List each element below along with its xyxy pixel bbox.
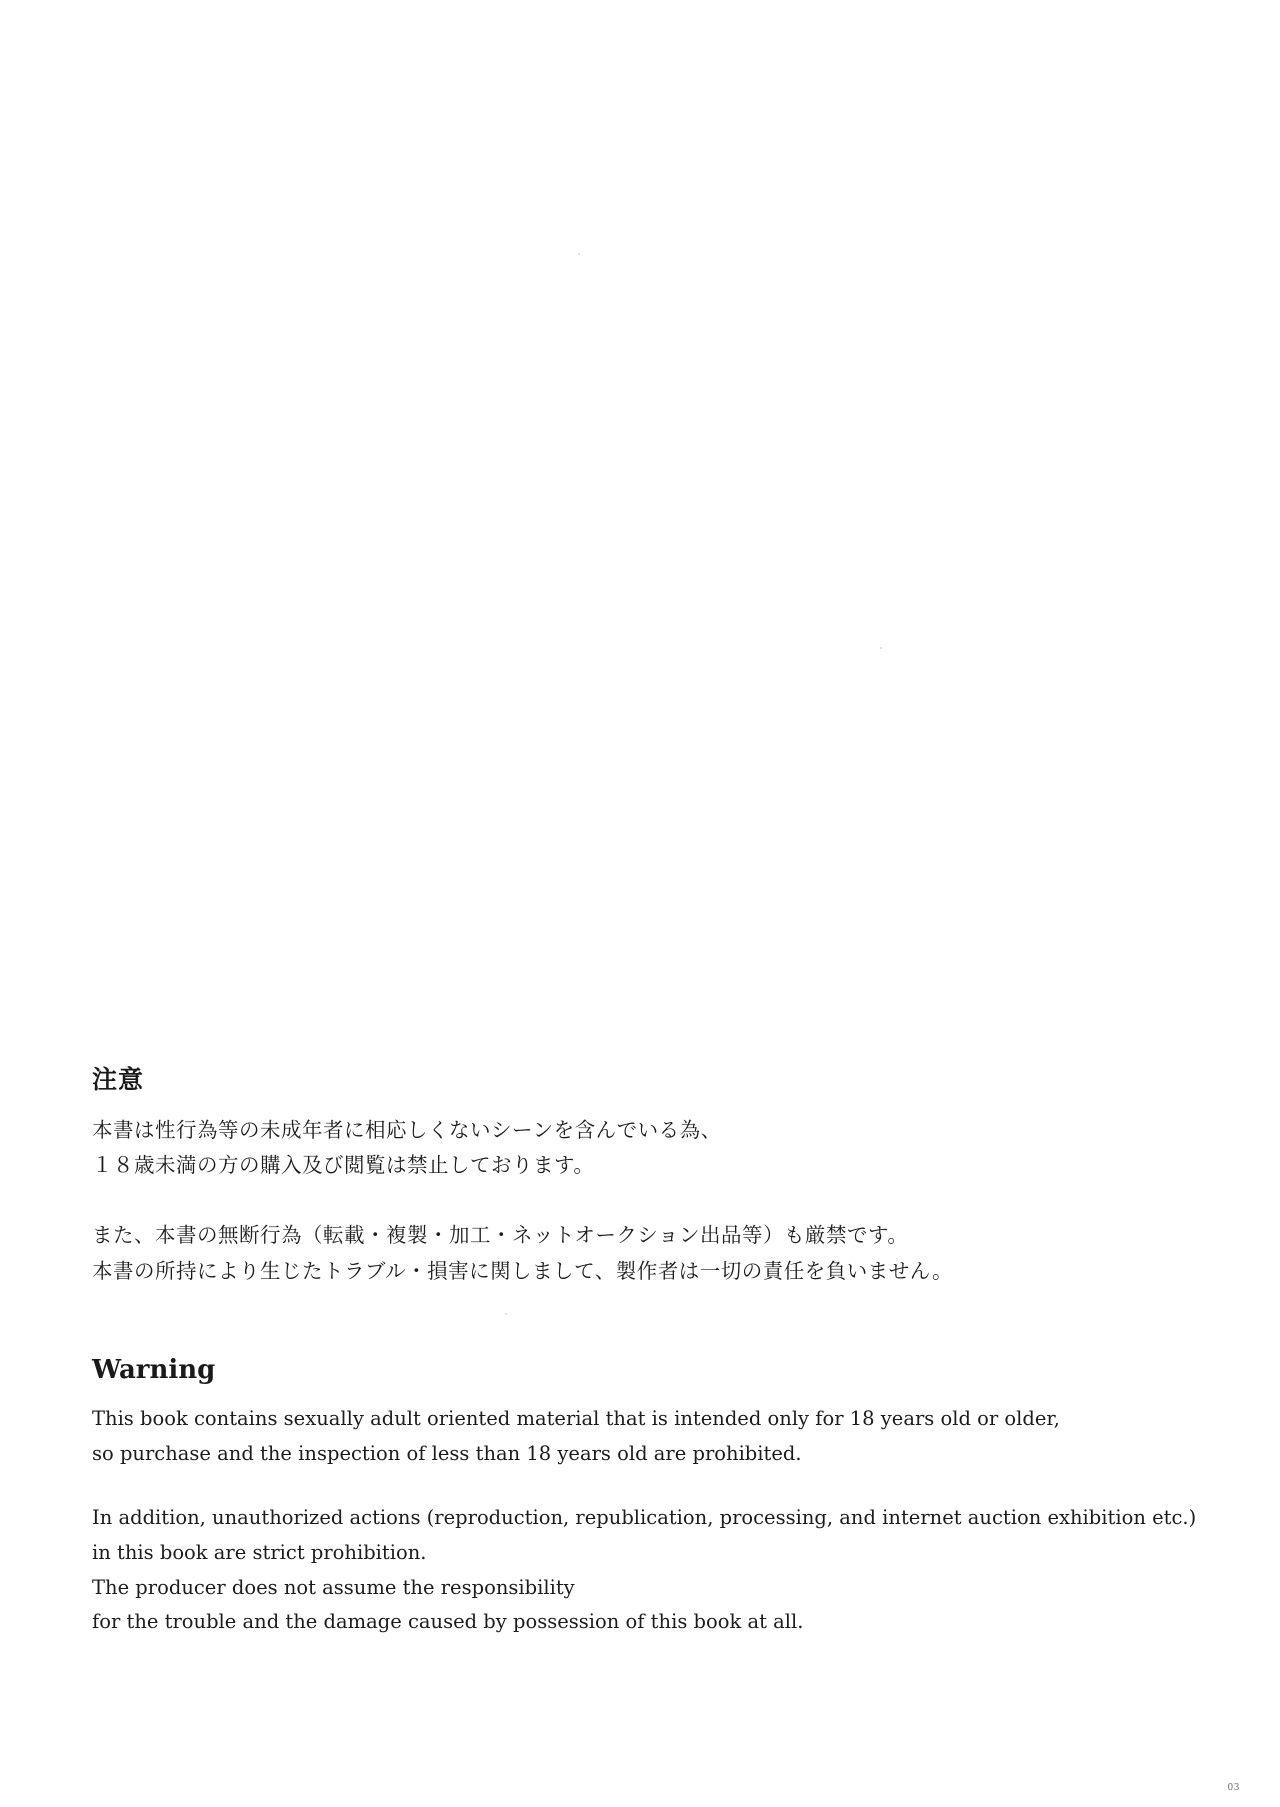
spacer <box>92 1471 1212 1501</box>
english-warning-line: in this book are strict prohibition. <box>92 1540 427 1564</box>
japanese-notice-line: １８歳未満の方の購入及び閲覧は禁止しております。 <box>92 1153 595 1178</box>
english-warning-line: The producer does not assume the responsibility <box>92 1575 575 1599</box>
english-warning-line: In addition, unauthorized actions (reproduction, republication, processing, and internet auction exhibition etc.) <box>92 1506 1197 1530</box>
page-number: 03 <box>1227 1783 1240 1793</box>
spacer <box>92 1184 1212 1218</box>
notice-content <box>92 1064 1212 1640</box>
paper-speck <box>578 253 580 255</box>
japanese-notice-line: 本書の所持により生じたトラブル・損害に関しまして、製作者は一切の責任を負いません。 <box>92 1259 953 1284</box>
english-warning-line: for the trouble and the damage caused by possession of this book at all. <box>92 1610 804 1634</box>
english-warning-line: This book contains sexually adult oriented material that is intended only for 18 years old or older, <box>92 1406 1060 1430</box>
english-warning-heading: Warning <box>92 1355 216 1385</box>
japanese-notice-line: 本書は性行為等の未成年者に相応しくないシーンを含んでいる為、 <box>92 1117 722 1142</box>
paper-speck <box>880 647 882 649</box>
japanese-notice-line: また、本書の無断行為（転載・複製・加工・ネットオークション出品等）も厳禁です。 <box>92 1223 909 1248</box>
spacer <box>92 1290 1212 1354</box>
japanese-notice-heading: 注意 <box>92 1065 145 1094</box>
english-warning-line: so purchase and the inspection of less than 18 years old are prohibited. <box>92 1441 802 1465</box>
